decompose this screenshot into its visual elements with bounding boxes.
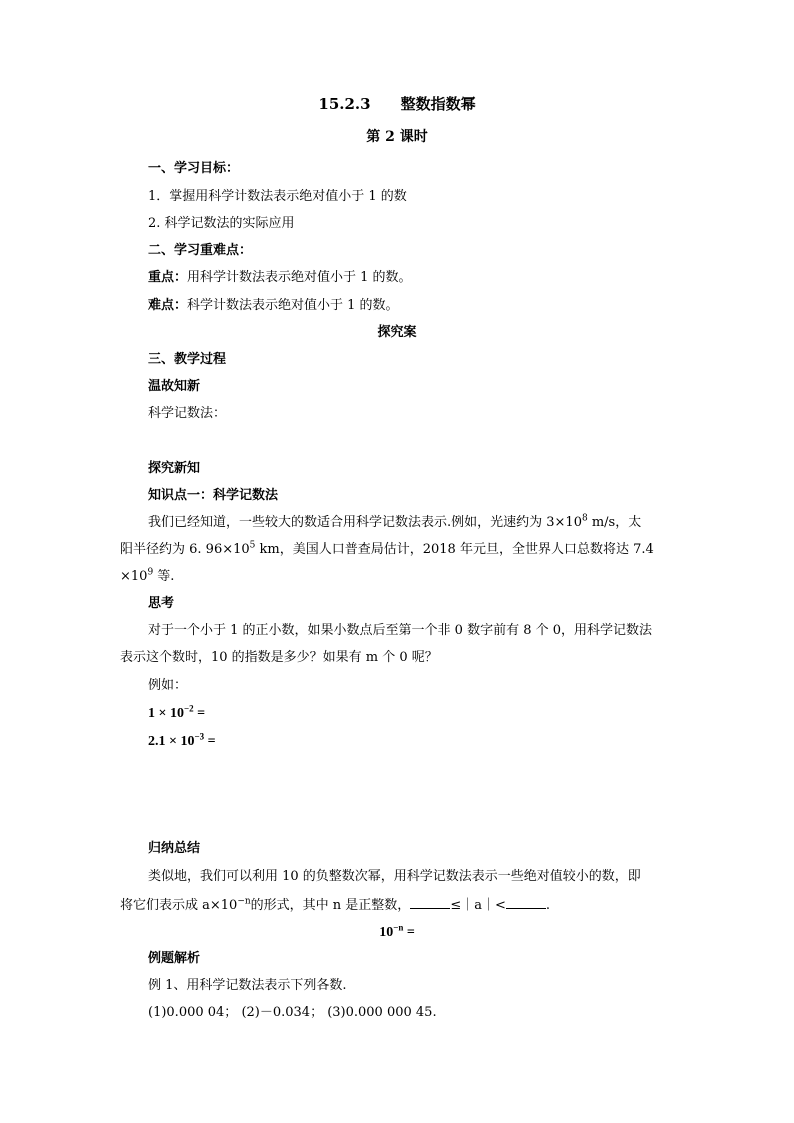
important-point	[148, 269, 412, 286]
summary-heading: 归纳总结	[148, 841, 201, 856]
review-heading: 温故知新	[148, 379, 201, 394]
important-label: 重点：	[148, 270, 188, 285]
inquiry-label: 探究案	[377, 325, 417, 340]
difficult-label: 难点：	[148, 298, 188, 313]
review-prompt: 科学记数法：	[148, 406, 227, 421]
think-line-2: 表示这个数时，10 的指数是多少？如果有 m 个 0 呢？	[120, 650, 438, 665]
objective-item-2: 2. 科学记数法的实际应用	[148, 216, 295, 231]
expression-2: $2.1 \times 10^{-3}$ =	[148, 731, 216, 749]
blank-lower-bound[interactable]	[410, 896, 450, 909]
key-points-heading: 二、学习重难点：	[148, 243, 253, 258]
example-1-items: (1)0.000 04； (2)－0.034； (3)0.000 000 45.	[148, 1005, 437, 1020]
difficult-text: 科学计数法表示绝对值小于 1 的数。	[187, 298, 399, 313]
think-line-1: 对于一个小于 1 的正小数，如果小数点后至第一个非 0 数字前有 8 个 0，用科学记数法	[148, 623, 653, 638]
summary-line-1: 类似地，我们可以利用 10 的负整数次幂，用科学记数法表示一些绝对值较小的数，即	[148, 869, 641, 884]
example-heading: 例题解析	[148, 951, 201, 966]
think-heading: 思考	[148, 596, 175, 611]
example-1-prompt: 例 1、用科学记数法表示下列各数.	[148, 978, 347, 993]
point-one-heading: 知识点一：科学记数法	[148, 488, 279, 503]
negative-power-formula: $10^{-n}$ =	[379, 922, 415, 940]
difficult-point	[148, 297, 399, 314]
para1-line1: 我们已经知道，一些较大的数适合用科学记数法表示.例如，光速约为 $3\times 10^8$ m/s，太	[148, 513, 642, 530]
objective-item-1: 1．掌握用科学计数法表示绝对值小于 1 的数	[148, 189, 407, 204]
summary-line-2: 将它们表示成 $a\times 10^{-n}$的形式，其中 n 是正整数， ≤｜a｜< .	[120, 896, 550, 913]
lesson-title: 15.2.3 整数指数幂	[318, 95, 476, 113]
blank-upper-bound[interactable]	[506, 896, 546, 909]
expression-1: $1 \times 10^{-2}$ =	[148, 703, 206, 721]
para1-line3: $\times 10^9$ 等.	[120, 567, 175, 584]
important-text: 用科学计数法表示绝对值小于 1 的数。	[187, 270, 412, 285]
example-label: 例如：	[148, 678, 188, 693]
process-heading: 三、教学过程	[148, 352, 227, 367]
para1-line2: 阳半径约为 6. $96\times 10^5$ km，美国人口普查局估计，2018 年元旦，全世界人口总数将达 7.4	[120, 540, 654, 557]
lesson-subtitle: 第 2 课时	[366, 129, 428, 145]
objectives-heading: 一、学习目标：	[148, 161, 240, 176]
explore-heading: 探究新知	[148, 461, 201, 476]
